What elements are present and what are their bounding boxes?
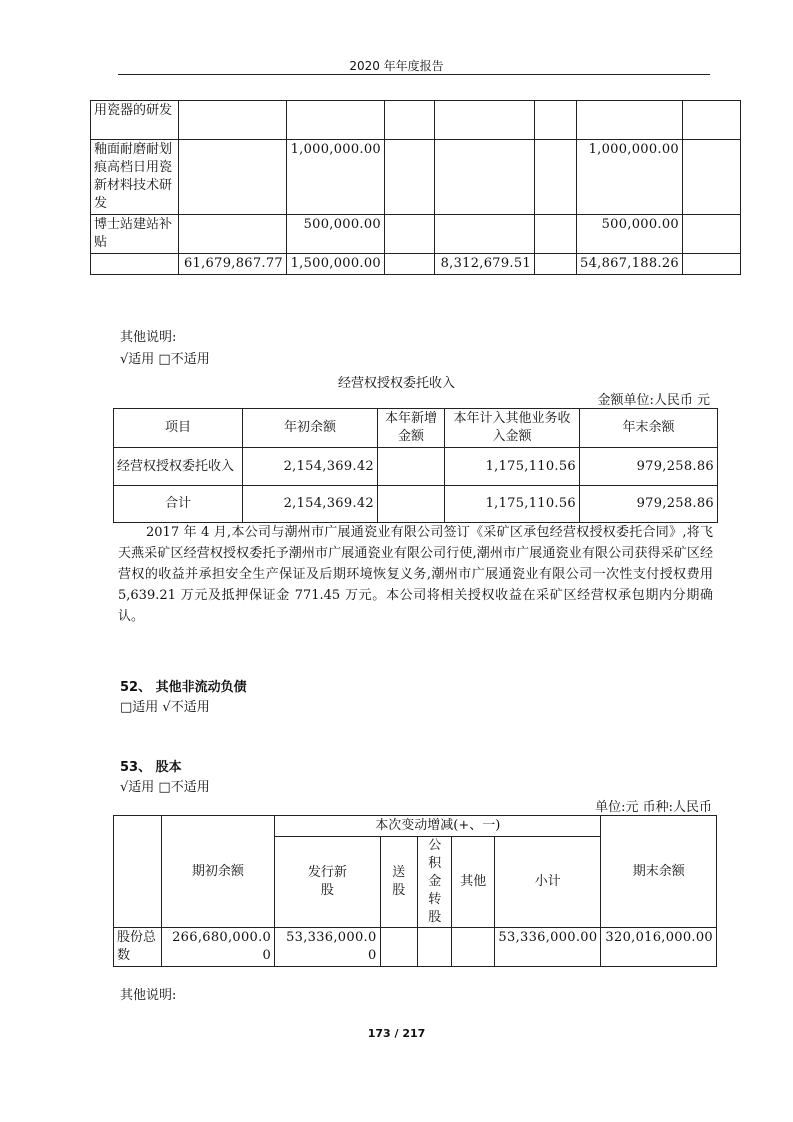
table-cell [91,254,179,275]
table-cell: 2,154,369.42 [243,486,378,523]
table-cell [385,215,435,254]
table-cell: 53,336,000.00 [275,928,380,967]
section-52-heading: 52、 其他非流动负债 [120,680,247,695]
table-header-cell: 本年新增金额 [378,409,445,448]
section-53-heading: 53、 股本 [120,760,182,775]
unit-label: 金额单位:人民币 元 [597,393,710,408]
table-cell [683,215,741,254]
table-cell: 釉面耐磨耐划痕高档日用瓷新材料技术研发 [91,140,179,215]
table-header-cell: 公积金转股 [418,837,452,928]
table-caption: 经营权授权委托收入 [337,376,455,391]
table-cell [385,101,435,140]
table-cell: 8,312,679.51 [435,254,535,275]
table-cell: 1,000,000.00 [287,140,385,215]
table-cell: 266,680,000.00 [161,928,275,967]
table-cell [683,254,741,275]
table-cell [535,101,577,140]
table-header-cell: 小计 [495,837,601,928]
table-header-cell: 年末余额 [580,409,718,448]
table-cell: 博士站建站补贴 [91,215,179,254]
table-header-cell: 送股 [380,837,417,928]
table-header-cell: 期末余额 [601,816,717,928]
table-cell: 1,175,110.56 [445,448,580,486]
table-total-row [91,254,741,275]
table-cell: 合计 [114,486,243,523]
table-cell: 54,867,188.26 [577,254,683,275]
explanatory-paragraph: 2017 年 4 月,本公司与潮州市广展通瓷业有限公司签订《采矿区承包经营权授权委托合同》,将飞天燕采矿区经营权授权委托予潮州市广展通瓷业有限公司行使,潮州市广展通瓷业有限公司获得采矿区经营权的收益并承担安全生产保证及后期环境恢复义务,潮州市广展通瓷业有限公司一次性支付授权费用 5,639.21 万元及抵押保证金 771.45 万元。本公司将相关授权收益在采矿区经营权承包期内分期确认。 [118,525,713,624]
table-cell [535,140,577,215]
table-cell: 经营权授权委托收入 [114,448,243,486]
table-row [114,928,717,967]
table-cell [452,928,495,967]
table-cell [385,254,435,275]
table-cell: 53,336,000.00 [495,928,601,967]
table-cell: 979,258.86 [580,486,718,523]
table-cell: 1,175,110.56 [445,486,580,523]
table-header-cell: 期初余额 [161,816,275,928]
page-number: 173 / 217 [367,1027,426,1040]
operating-rights-income-table [113,408,718,523]
table-cell: 979,258.86 [580,448,718,486]
table-cell [287,101,385,140]
table-cell [179,101,287,140]
table-cell [683,101,741,140]
table-cell [535,215,577,254]
table-header-cell: 项目 [114,409,243,448]
table-cell [435,140,535,215]
table-header-cell: 其他 [452,837,495,928]
table-header-row [114,816,717,837]
table-cell [435,215,535,254]
table-cell [385,140,435,215]
table-cell [418,928,452,967]
share-capital-table [113,815,717,967]
grant-table-continued [90,100,741,275]
table-row [91,215,741,254]
table-cell [179,215,287,254]
table-row [91,101,741,140]
other-notes-label: 其他说明: [120,330,177,345]
table-cell: 61,679,867.77 [179,254,287,275]
table-cell: 320,016,000.00 [601,928,717,967]
applicability-indicator: □适用 √不适用 [120,700,210,715]
table-header-row [114,409,718,448]
table-cell: 用瓷器的研发 [91,101,179,140]
table-cell: 1,000,000.00 [577,140,683,215]
table-cell: 500,000.00 [577,215,683,254]
unit-label: 单位:元 币种:人民币 [595,800,712,815]
table-header-cell: 年初余额 [243,409,378,448]
table-cell: 2,154,369.42 [243,448,378,486]
header-divider [118,74,710,75]
table-total-row [114,486,718,523]
table-cell [435,101,535,140]
table-cell [577,101,683,140]
table-cell [380,928,417,967]
applicability-indicator: √适用 □不适用 [120,352,210,367]
table-cell: 股份总数 [114,928,162,967]
table-cell [378,448,445,486]
table-header-cell: 发行新股 [275,837,380,928]
table-cell [179,140,287,215]
other-notes-label: 其他说明: [120,988,177,1003]
table-cell [535,254,577,275]
table-header-cell [114,816,162,928]
table-cell [378,486,445,523]
table-row [91,140,741,215]
table-cell [683,140,741,215]
table-row [114,448,718,486]
table-group-header: 本次变动增减(+、一) [275,816,601,837]
page-header-title: 2020 年年度报告 [349,59,444,73]
table-header-cell: 本年计入其他业务收入金额 [445,409,580,448]
table-cell: 1,500,000.00 [287,254,385,275]
table-cell: 500,000.00 [287,215,385,254]
applicability-indicator: √适用 □不适用 [120,780,210,795]
